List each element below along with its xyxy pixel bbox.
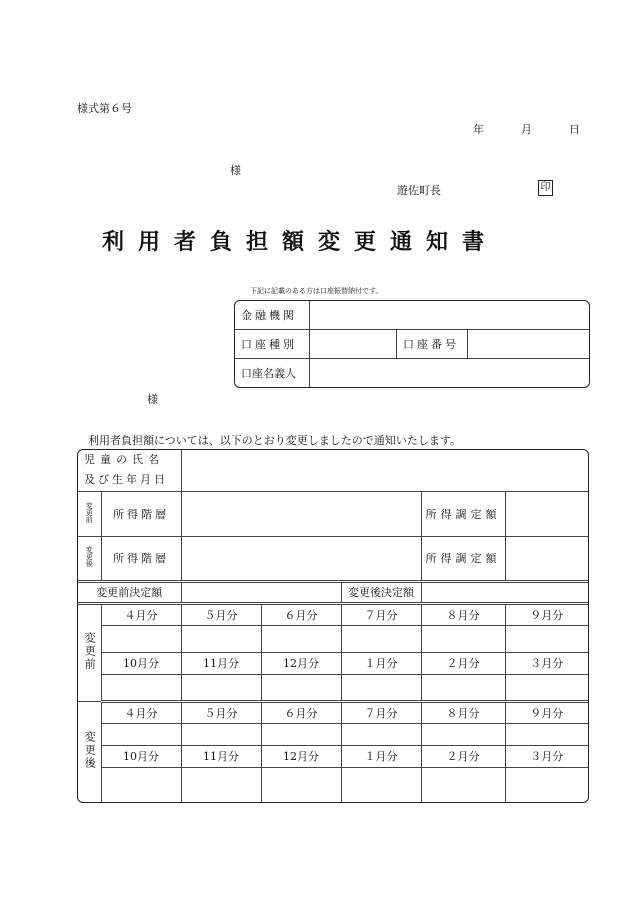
amount-cell[interactable] [181,723,261,745]
amount-cell[interactable] [341,723,421,745]
before-income-adjust-label: 所得調定額 [421,491,505,536]
month-header: ３月分 [505,745,588,767]
month-header: 11月分 [181,652,261,674]
child-name-label [78,450,181,491]
issuer-name: 遊佐町長 [397,184,441,197]
after-amount-field[interactable] [421,581,588,603]
amount-cell[interactable] [101,625,181,652]
before-section-text: 変更前 [83,631,97,671]
month-header: 10月分 [101,652,181,674]
amount-cell[interactable] [505,767,588,802]
after-income-tier-field[interactable] [181,536,421,581]
month-header: ２月分 [421,745,505,767]
month-header: ２月分 [421,652,505,674]
month-header: １月分 [341,652,421,674]
amount-cell[interactable] [101,723,181,745]
form-number: 様式第６号 [77,102,132,115]
account-type-field[interactable] [310,329,397,358]
before-amount-label: 変更前決定額 [78,581,181,603]
month-header: ５月分 [181,701,261,723]
month-header: ４月分 [101,603,181,625]
month-header: ３月分 [505,652,588,674]
before-amount-field[interactable] [181,581,341,603]
amount-cell[interactable] [181,767,261,802]
before-label-small: 変更前 [85,501,94,523]
date-day: 日 [569,123,580,136]
after-tier-label [78,536,101,581]
month-header: ４月分 [101,701,181,723]
document-title: 利用者負担額変更通知書 [102,229,499,255]
bank-note: 下記に記載のある方は口座振替納付です。 [250,287,383,295]
account-number-field[interactable] [468,329,590,358]
month-header: ９月分 [505,603,588,625]
month-header: 10月分 [101,745,181,767]
amount-cell[interactable] [421,625,505,652]
amount-cell[interactable] [341,767,421,802]
intro-text: 利用者負担額については、以下のとおり変更しましたので通知いたします。 [88,434,461,447]
amount-cell[interactable] [261,723,341,745]
date-month: 月 [521,123,532,136]
before-tier-label [78,491,101,536]
amount-cell[interactable] [261,625,341,652]
institution-field[interactable] [310,301,590,329]
child-name-field[interactable] [181,450,588,491]
amount-cell[interactable] [181,674,261,701]
after-label-small: 変更後 [85,546,94,567]
amount-cell[interactable] [181,625,261,652]
amount-cell[interactable] [101,674,181,701]
month-header: ８月分 [421,701,505,723]
account-holder-label: 口座名義人 [235,359,310,387]
month-header: 12月分 [261,745,341,767]
amount-cell[interactable] [261,674,341,701]
after-section-label [78,701,101,802]
amount-cell[interactable] [421,767,505,802]
child-name-label-line2: 及び生年月日 [84,473,168,487]
month-header: ８月分 [421,603,505,625]
after-amount-label: 変更後決定額 [341,581,421,603]
after-income-adjust-field[interactable] [505,536,588,581]
amount-cell[interactable] [505,723,588,745]
amount-cell[interactable] [421,723,505,745]
month-header: 11月分 [181,745,261,767]
after-income-adjust-label: 所得調定額 [421,536,505,581]
month-header: ９月分 [505,701,588,723]
amount-cell[interactable] [341,625,421,652]
amount-cell[interactable] [505,625,588,652]
child-name-label-line1: 児童の氏名 [84,453,164,467]
bank-info-box [234,300,590,388]
seal-mark: 印 [538,180,553,196]
addressee-suffix: 様 [230,164,241,177]
institution-label: 金融機関 [235,301,310,329]
amount-cell[interactable] [505,674,588,701]
amount-cell[interactable] [101,767,181,802]
amount-cell[interactable] [261,767,341,802]
date-line [473,121,580,137]
month-header: ５月分 [181,603,261,625]
before-income-adjust-field[interactable] [505,491,588,536]
before-income-tier-label: 所得階層 [101,491,181,536]
account-type-label: 口座種別 [235,329,310,358]
recipient-suffix: 様 [147,393,158,406]
fee-table [77,449,589,803]
month-header: １月分 [341,745,421,767]
amount-cell[interactable] [341,674,421,701]
after-section-text: 変更後 [83,730,97,770]
month-header: 12月分 [261,652,341,674]
month-header: ７月分 [341,701,421,723]
month-header: ７月分 [341,603,421,625]
after-income-tier-label: 所得階層 [101,536,181,581]
date-year: 年 [473,123,484,136]
month-header: ６月分 [261,701,341,723]
account-number-label: 口座番号 [397,329,468,358]
account-holder-field[interactable] [310,359,590,387]
month-header: ６月分 [261,603,341,625]
before-section-label [78,603,101,701]
amount-cell[interactable] [421,674,505,701]
before-income-tier-field[interactable] [181,491,421,536]
